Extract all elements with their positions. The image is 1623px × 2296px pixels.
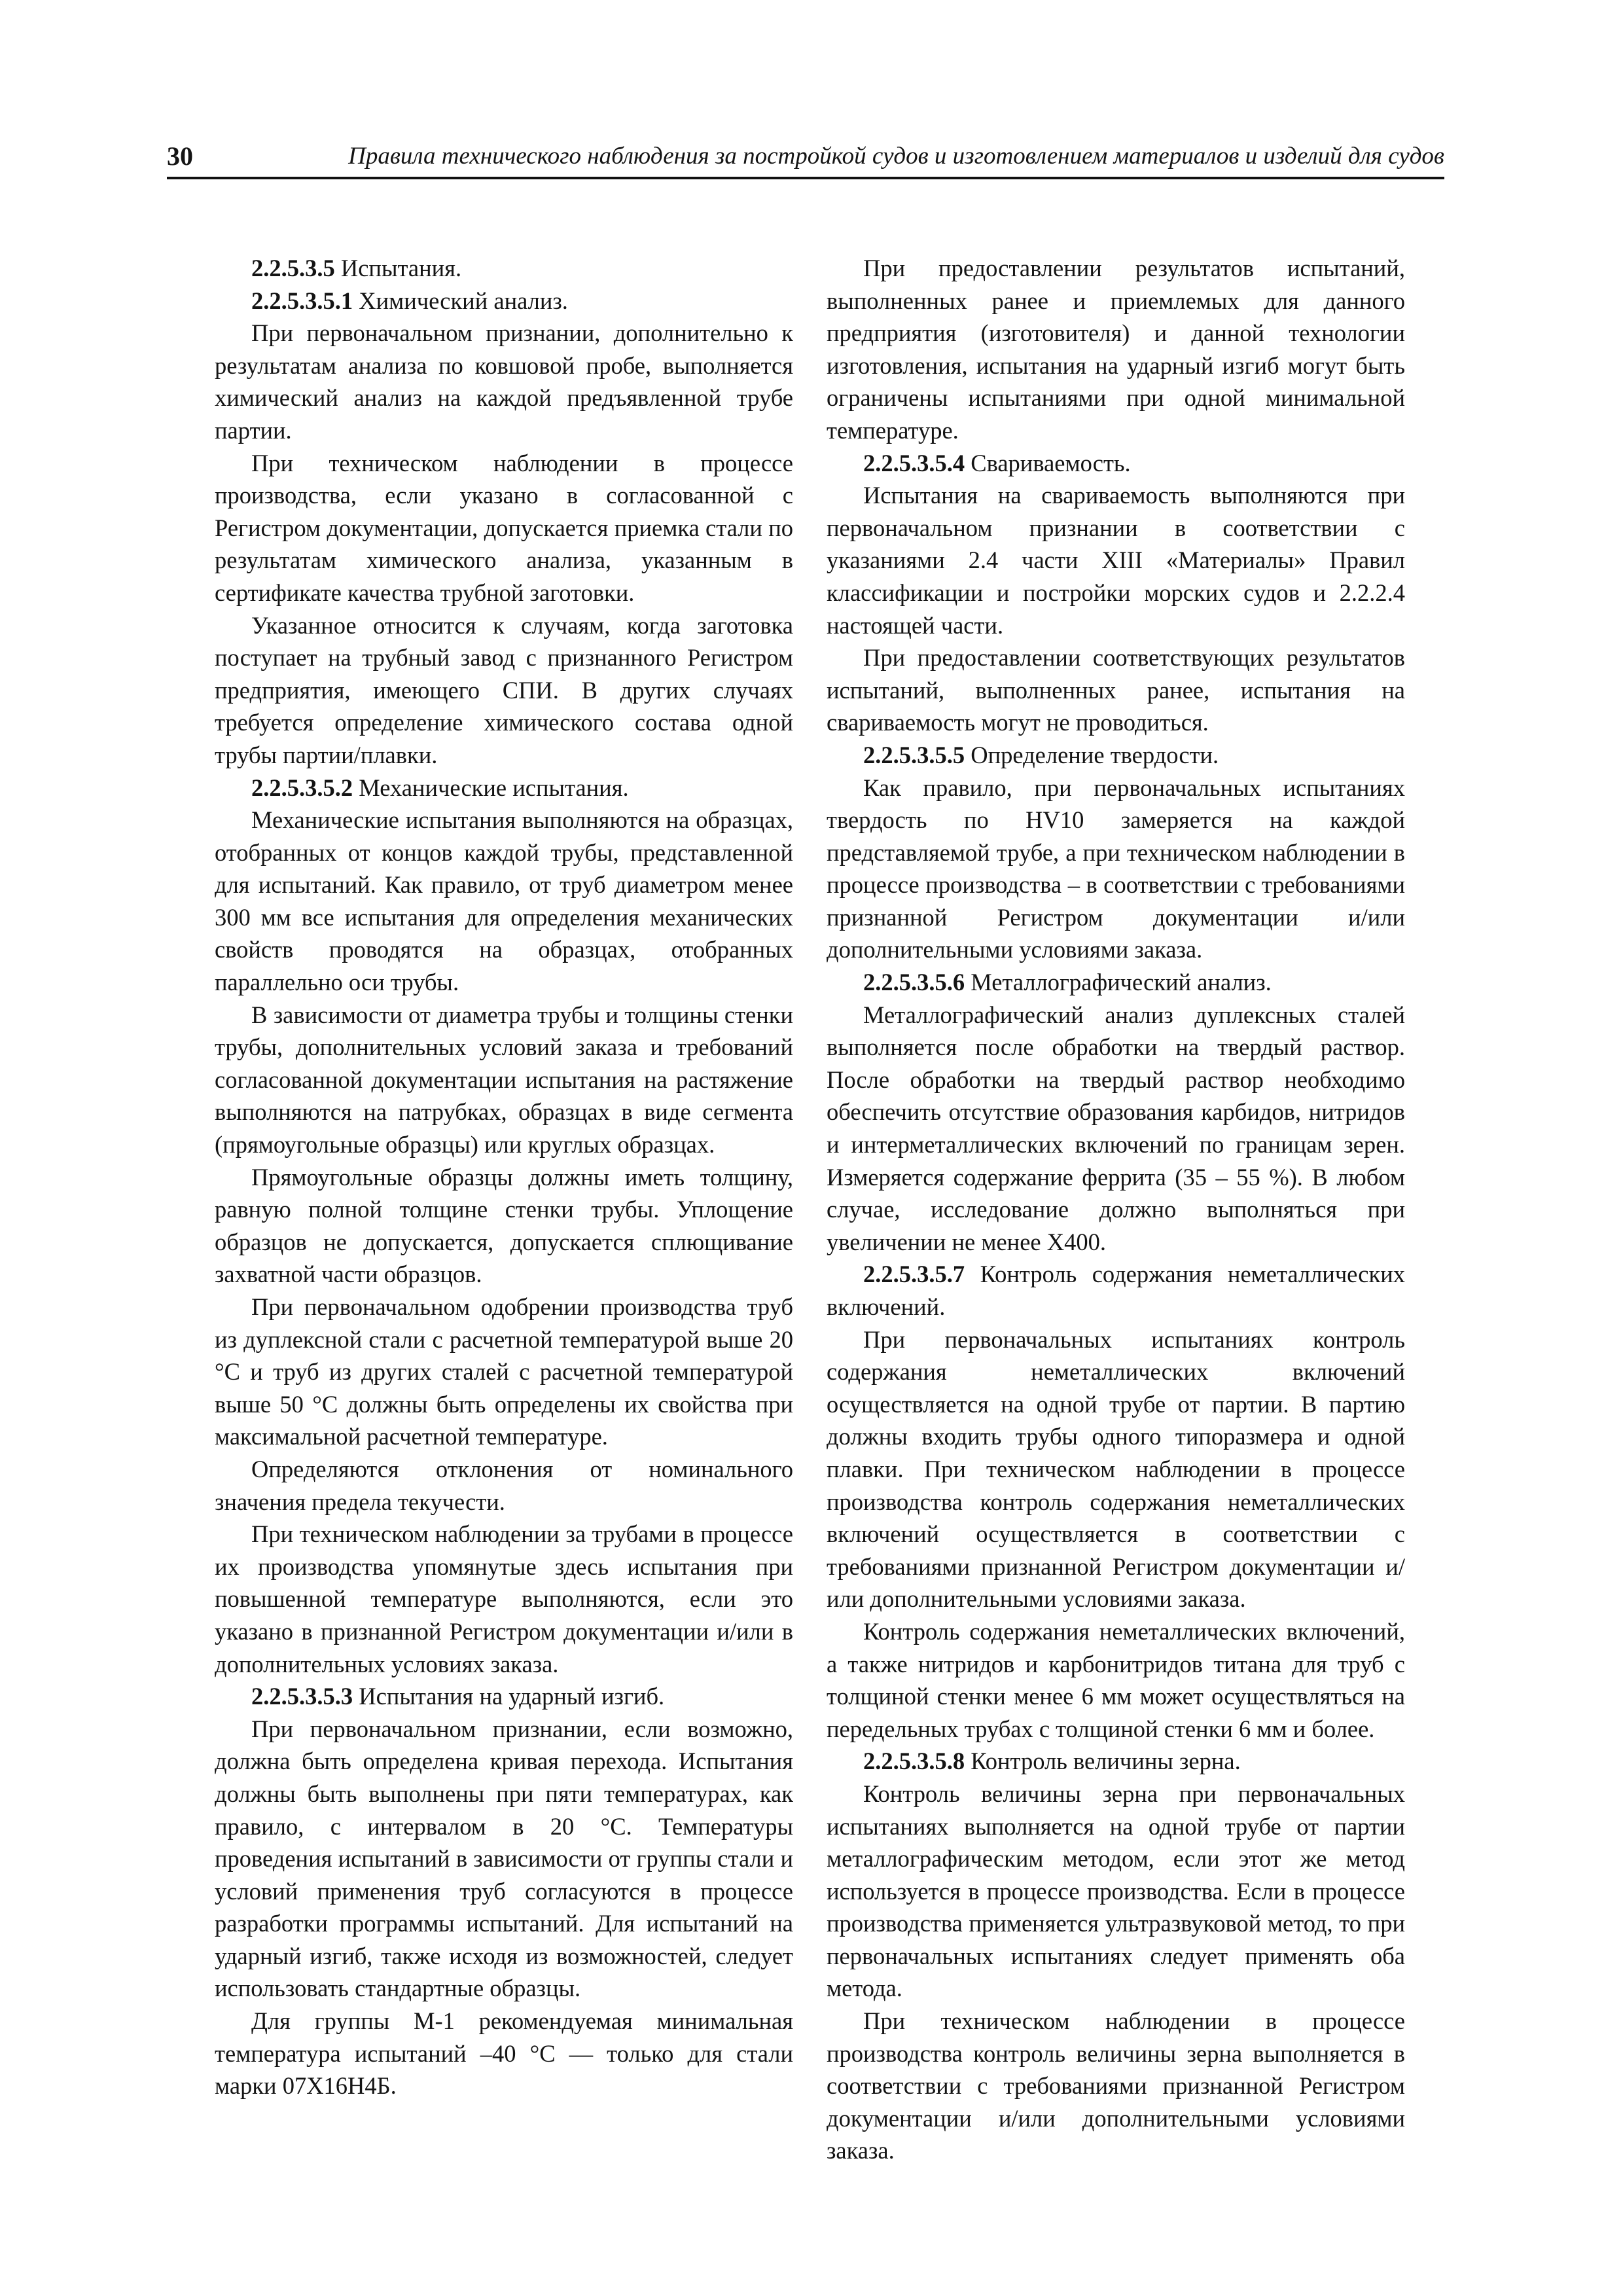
section-title: Контроль содержания неметаллических включений. <box>827 1261 1405 1320</box>
body-paragraph: Контроль величины зерна при первоначальных испытаниях выполняется на одной трубе от партии металлографическим методом, если этот же метод используется в процессе производства. Если в процессе производства применяется ультразвуковой метод, то при первоначальных испытаниях следует применять оба метода. <box>827 1780 1405 2002</box>
running-title: Правила технического наблюдения за постройкой судов и изготовлением материалов и изделий для судов <box>348 143 1444 170</box>
body-paragraph: При техническом наблюдении в процессе производства, если указано в согласованной с Регистром документации, допускается приемка стали по результатам химического анализа, указанным в сертификате качества трубной заготовки. <box>215 449 793 606</box>
body-paragraph: При первоначальном одобрении производства труб из дуплексной стали с расчетной температурой выше 20 °С и труб из других сталей с расчетной температурой выше 50 °С должны быть определены их свойства при максимальной расчетной температуре. <box>215 1293 793 1450</box>
body-paragraph: Испытания на свариваемость выполняются при первоначальном признании в соответствии с указаниями 2.4 части XIII «Материалы» Правил классификации и постройки морских судов и 2.2.2.4 настоящей части. <box>827 482 1405 639</box>
body-paragraph: В зависимости от диаметра трубы и толщины стенки трубы, дополнительных условий заказа и требований согласованной документации испытания на растяжение выполняются на патрубках, образцах в виде сегмента (прямоугольные образцы) или круглых образцах. <box>215 1001 793 1158</box>
section-heading <box>215 252 793 285</box>
body-paragraph: Указанное относится к случаям, когда заготовка поступает на трубный завод с признанного Регистром предприятия, имеющего СПИ. В других случаях требуется определение химического состава одной трубы партии/плавки. <box>215 611 793 768</box>
body-paragraph: Прямоугольные образцы должны иметь толщину, равную полной толщине стенки трубы. Уплощение образцов не допускается, допускается сплющивание захватной части образцов. <box>215 1163 793 1288</box>
page-number: 30 <box>167 141 193 171</box>
body-paragraph: При первоначальных испытаниях контроль содержания неметаллических включений осуществляется на одной трубе от партии. В партию должны входить трубы одного типоразмера и одной плавки. При техническом наблюдении в процессе производства контроль содержания неметаллических включений осуществляется в соответствии с требованиями признанной Регистром документации и/или дополнительными условиями заказа. <box>827 1325 1405 1613</box>
section-title: Испытания на ударный изгиб. <box>353 1683 665 1710</box>
section-heading <box>827 739 1405 772</box>
right-text-column <box>827 252 1405 2167</box>
section-title: Механические испытания. <box>353 774 629 801</box>
running-header <box>167 139 1444 179</box>
body-paragraph: При техническом наблюдении за трубами в процессе их производства упомянутые здесь испытания при повышенной температуре выполняются, если это указано в признанной Регистром документации и/или в дополнительных условиях заказа. <box>215 1520 793 1677</box>
left-text-column <box>215 252 793 2102</box>
section-title: Определение твердости. <box>965 741 1219 768</box>
body-paragraph: При предоставлении соответствующих результатов испытаний, выполненных ранее, испытания на свариваемость могут не проводиться. <box>827 644 1405 736</box>
section-number: 2.2.5.3.5 <box>251 255 335 281</box>
section-number: 2.2.5.3.5.1 <box>251 287 353 314</box>
body-paragraph: Механические испытания выполняются на образцах, отобранных от концов каждой трубы, представленной для испытаний. Как правило, от труб диаметром менее 300 мм все испытания для определения механических свойств проводятся на образцах, отобранных параллельно оси трубы. <box>215 806 793 996</box>
section-number: 2.2.5.3.5.7 <box>863 1261 965 1288</box>
section-heading <box>215 772 793 804</box>
body-paragraph: Контроль содержания неметаллических включений, а также нитридов и карбонитридов титана для труб с толщиной стенки менее 6 мм может осуществляться на передельных трубах с толщиной стенки 6 мм и более. <box>827 1617 1405 1742</box>
section-heading <box>215 285 793 317</box>
section-title: Испытания. <box>334 255 462 281</box>
section-heading <box>827 447 1405 480</box>
section-number: 2.2.5.3.5.5 <box>863 741 965 768</box>
section-title: Металлографический анализ. <box>965 969 1272 996</box>
body-paragraph: При первоначальном признании, дополнительно к результатам анализа по ковшовой пробе, выполняется химический анализ на каждой предъявленной трубе партии. <box>215 319 793 444</box>
section-number: 2.2.5.3.5.6 <box>863 969 965 996</box>
body-paragraph: Для группы М-1 рекомендуемая минимальная температура испытаний –40 °С — только для стали марки 07Х16Н4Б. <box>215 2007 793 2100</box>
body-paragraph: Металлографический анализ дуплексных сталей выполняется после обработки на твердый раствор. После обработки на твердый раствор необходимо обеспечить отсутствие образования карбидов, нитридов и интерметаллических включений по границам зерен. Измеряется содержание феррита (35 – 55 %). В любом случае, исследование должно выполняться при увеличении не менее Х400. <box>827 1001 1405 1255</box>
section-heading <box>215 1680 793 1713</box>
body-paragraph: При первоначальном признании, если возможно, должна быть определена кривая перехода. Испытания должны быть выполнены при пяти температурах, как правило, с интервалом в 20 °С. Температуры проведения испытаний в зависимости от группы стали и условий применения труб согласуются в процессе разработки программы испытаний. Для испытаний на ударный изгиб, также исходя из возможностей, следует использовать стандартные образцы. <box>215 1715 793 2002</box>
section-title: Свариваемость. <box>965 449 1131 476</box>
body-paragraph: Как правило, при первоначальных испытаниях твердость по HV10 замеряется на каждой представляемой трубе, а при техническом наблюдении в процессе производства – в соответствии с требованиями признанной Регистром документации и/или дополнительными условиями заказа. <box>827 774 1405 963</box>
section-title: Химический анализ. <box>353 287 568 314</box>
section-heading <box>827 1745 1405 1778</box>
section-number: 2.2.5.3.5.2 <box>251 774 353 801</box>
body-paragraph: Определяются отклонения от номинального значения предела текучести. <box>215 1455 793 1515</box>
body-paragraph: При техническом наблюдении в процессе производства контроль величины зерна выполняется в соответствии с требованиями признанной Регистром документации и/или дополнительными условиями заказа. <box>827 2007 1405 2164</box>
section-heading <box>827 1258 1405 1323</box>
section-number: 2.2.5.3.5.3 <box>251 1683 353 1710</box>
section-heading <box>827 966 1405 999</box>
section-number: 2.2.5.3.5.4 <box>863 449 965 476</box>
section-number: 2.2.5.3.5.8 <box>863 1748 965 1775</box>
body-paragraph: При предоставлении результатов испытаний, выполненных ранее и приемлемых для данного предприятия (изготовителя) и данной технологии изготовления, испытания на ударный изгиб могут быть ограничены испытаниями при одной минимальной температуре. <box>827 255 1405 444</box>
section-title: Контроль величины зерна. <box>965 1748 1241 1775</box>
